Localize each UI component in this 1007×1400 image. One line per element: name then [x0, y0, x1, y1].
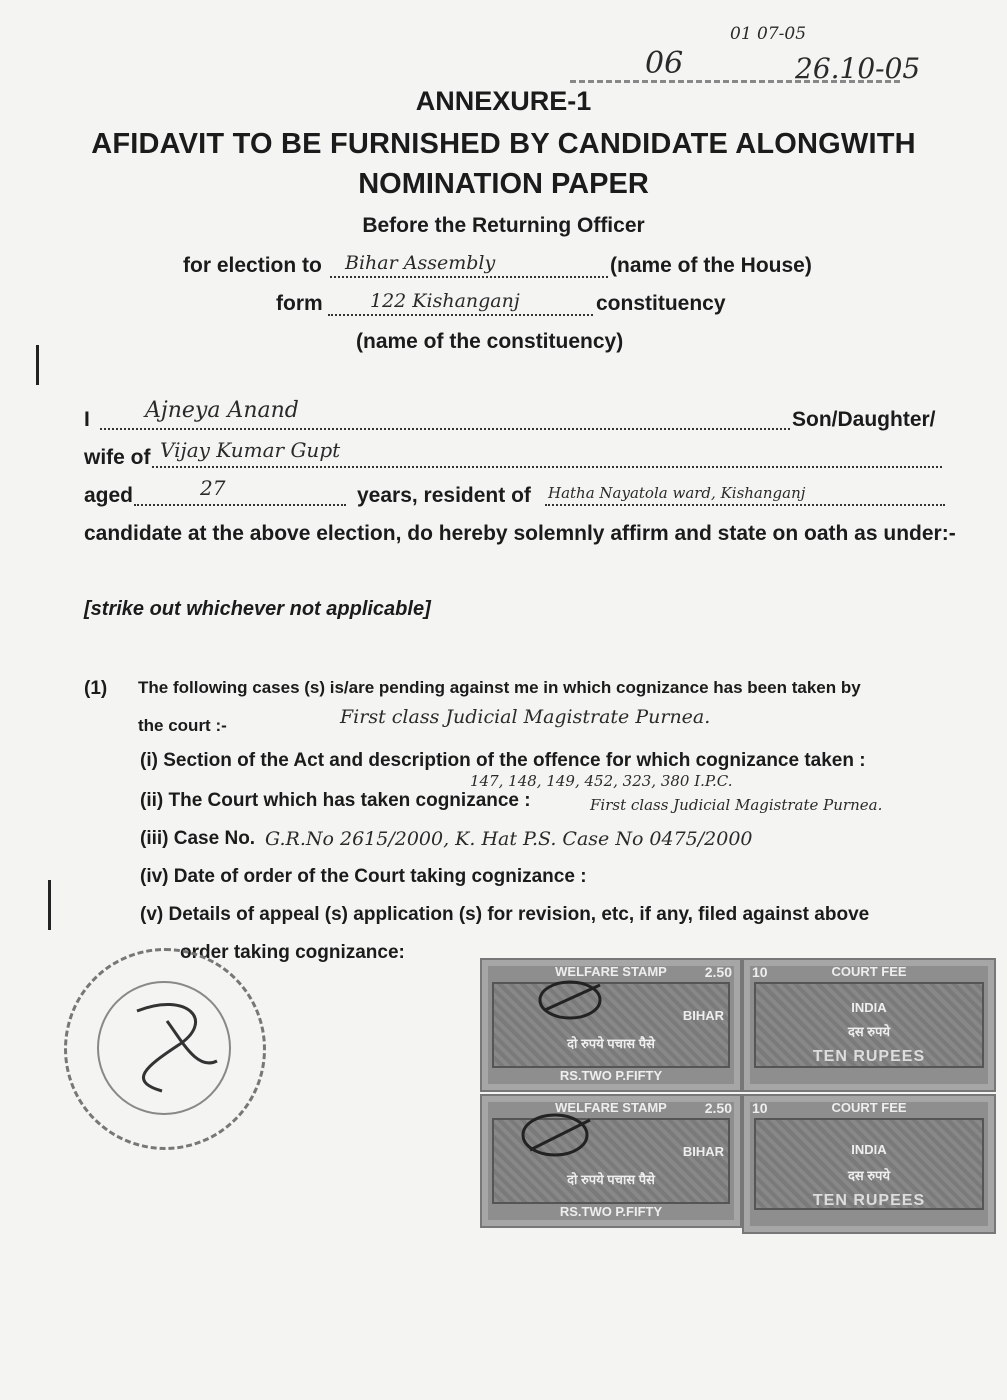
- stamp-top-label: WELFARE STAMP: [555, 1100, 667, 1115]
- welfare-stamp-2: [480, 1094, 742, 1228]
- stamp-state: INDIA: [851, 1000, 887, 1015]
- welfare-stamp-1: [480, 958, 742, 1092]
- stamp-state: BIHAR: [682, 1008, 724, 1023]
- stamp-value: 2.50: [704, 964, 732, 980]
- aged-label: aged: [84, 484, 134, 507]
- appeal-label: (v) Details of appeal (s) application (s) for revision, etc, if any, filed against above: [140, 904, 870, 925]
- order-date-label: (iv) Date of order of the Court taking cognizance :: [140, 866, 587, 887]
- resident-value: Hatha Nayatola ward, Kishanganj: [548, 484, 806, 502]
- item-number: (1): [84, 678, 108, 699]
- oath-text: candidate at the above election, do hereby solemnly affirm and state on oath as under:-: [84, 522, 956, 545]
- margin-mark-bottom: [48, 880, 51, 930]
- parent-name-value: Vijay Kumar Gupt: [160, 438, 341, 462]
- stamp-hindi: दो रुपये पचास पैसे: [567, 1172, 655, 1187]
- court-cognizance-label: (ii) The Court which has taken cognizance :: [140, 790, 531, 811]
- case-no-label: (iii) Case No.: [140, 828, 256, 849]
- item-intro: The following cases (s) is/are pending against me in which cognizance has been taken by: [138, 678, 861, 697]
- nomination-title: NOMINATION PAPER: [358, 168, 649, 200]
- court-fee-stamp-1: [742, 958, 996, 1092]
- stamp-top-label: WELFARE STAMP: [555, 964, 667, 979]
- official-seal: [64, 948, 266, 1150]
- court-fee-stamp-2: [742, 1094, 996, 1234]
- house-dots: [330, 276, 608, 278]
- serial-number-mark: 06: [645, 46, 684, 81]
- strike-note: [strike out whichever not applicable]: [84, 598, 431, 620]
- stamp-bottom-label: RS.TWO P.FIFTY: [559, 1068, 663, 1083]
- constituency-value: 122 Kishanganj: [370, 290, 520, 312]
- name-dots: [100, 428, 790, 430]
- for-election-label: for election to: [183, 254, 322, 277]
- stamp-bottom-label: TEN RUPEES: [812, 1192, 926, 1209]
- section-value: 147, 148, 149, 452, 323, 380 I.P.C.: [470, 772, 733, 790]
- constituency-suffix: constituency: [596, 292, 726, 315]
- court-label: the court :-: [138, 716, 227, 735]
- receipt-date-mark: 01 07-05: [730, 24, 807, 44]
- stamp-top-label: COURT FEE: [831, 1100, 907, 1115]
- annexure-heading: ANNEXURE-1: [415, 86, 592, 116]
- resident-dots: [545, 504, 945, 506]
- appeal-continued: order taking cognizance:: [180, 942, 405, 963]
- candidate-name-value: Ajneya Anand: [145, 398, 299, 423]
- stamp-value: 2.50: [704, 1100, 732, 1116]
- stamp-bottom-label: RS.TWO P.FIFTY: [559, 1204, 663, 1219]
- affidavit-title: AFIDAVIT TO BE FURNISHED BY CANDIDATE ALONGWITH: [91, 128, 916, 160]
- stamp-value: 10: [752, 964, 768, 980]
- stamp-bottom-label: TEN RUPEES: [812, 1048, 926, 1065]
- stamp-hindi: दो रुपये पचास पैसे: [567, 1036, 655, 1051]
- court-cognizance-value: First class Judicial Magistrate Purnea.: [590, 796, 883, 814]
- stamp-state: BIHAR: [682, 1144, 724, 1159]
- case-no-value: G.R.No 2615/2000, K. Hat P.S. Case No 0475/2000: [265, 828, 753, 850]
- stamp-top-label: COURT FEE: [831, 964, 907, 979]
- stamp-hindi: दस रुपये: [847, 1024, 890, 1039]
- i-label: I: [84, 408, 90, 431]
- relation-label: Son/Daughter/: [792, 408, 936, 431]
- court-value: First class Judicial Magistrate Purnea.: [340, 706, 711, 728]
- age-value: 27: [200, 476, 226, 500]
- house-suffix: (name of the House): [610, 254, 812, 277]
- resident-label: years, resident of: [357, 484, 531, 507]
- stamp-hindi: दस रुपये: [847, 1168, 890, 1183]
- parent-dots: [152, 466, 942, 468]
- filing-date-mark: 26.10-05: [795, 52, 921, 85]
- seal-signature: [67, 951, 263, 1147]
- top-dash-line: [570, 80, 900, 83]
- stamp-value: 10: [752, 1100, 768, 1116]
- stamp-state: INDIA: [851, 1142, 887, 1157]
- constituency-dots: [328, 314, 593, 316]
- age-dots: [134, 504, 346, 506]
- before-officer: Before the Returning Officer: [362, 214, 645, 237]
- margin-mark-top: [36, 345, 39, 385]
- wife-of-label: wife of: [84, 446, 151, 469]
- constituency-note: (name of the constituency): [356, 330, 624, 353]
- house-value: Bihar Assembly: [345, 252, 496, 274]
- form-label: form: [276, 292, 323, 315]
- section-label: (i) Section of the Act and description of the offence for which cognizance taken :: [140, 750, 866, 771]
